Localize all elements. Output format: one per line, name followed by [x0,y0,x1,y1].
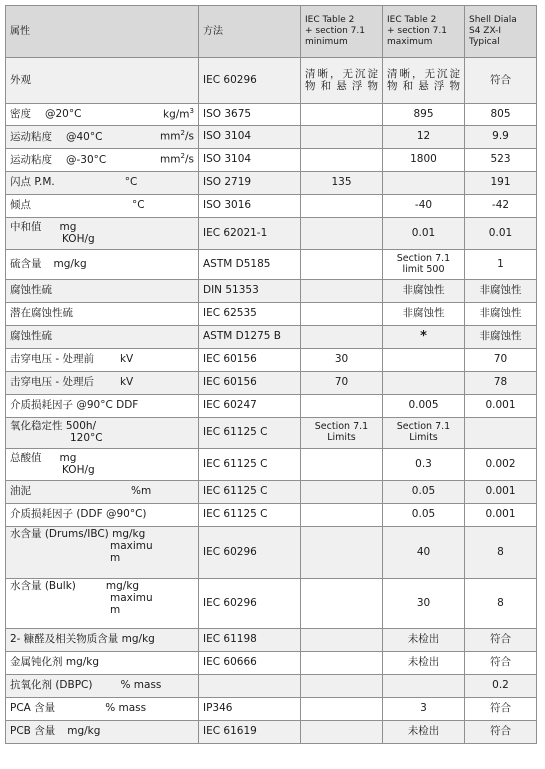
max-cell [383,675,465,698]
typical-cell: 8 [465,579,537,629]
method-cell: IP346 [199,698,301,721]
method-cell: IEC 61125 C [199,418,301,449]
max-cell: 清晰，无沉淀物和悬浮物 [383,58,465,104]
min-cell [301,652,383,675]
min-cell [301,104,383,126]
table-row [6,195,537,218]
typical-cell: 符合 [465,629,537,652]
table-row [6,303,537,326]
property-cell: 倾点 °C [6,195,199,218]
typical-cell: 70 [465,349,537,372]
min-cell: 70 [301,372,383,395]
property-cell: 氧化稳定性 500h/ 120°C [6,418,199,449]
min-cell [301,280,383,303]
table-row [6,372,537,395]
table-row [6,149,537,172]
max-cell: 12 [383,126,465,149]
method-cell: IEC 60296 [199,527,301,579]
min-cell [301,629,383,652]
method-cell: ASTM D1275 B [199,326,301,349]
property-cell: 运动粘度 @-30°C $mm^2/s$ [6,149,199,172]
typical-cell: 805 [465,104,537,126]
method-cell: ISO 2719 [199,172,301,195]
max-cell: 1800 [383,149,465,172]
header-method: 方法 [199,6,301,58]
max-cell: 未检出 [383,721,465,744]
max-cell: 0.005 [383,395,465,418]
table-row [6,349,537,372]
min-cell: Section 7.1 Limits [301,418,383,449]
property-cell: 潜在腐蚀性硫 [6,303,199,326]
typical-cell: -42 [465,195,537,218]
method-cell: IEC 61198 [199,629,301,652]
typical-cell: 0.002 [465,449,537,481]
table-row [6,58,537,104]
min-cell: 清晰，无沉淀物和悬浮物 [301,58,383,104]
table-row [6,418,537,449]
property-cell: 中和值 mg KOH/g [6,218,199,250]
property-cell: 腐蚀性硫 [6,326,199,349]
max-cell: 非腐蚀性 [383,303,465,326]
method-cell: ASTM D5185 [199,250,301,280]
typical-cell: 1 [465,250,537,280]
property-cell: 金属钝化剂 mg/kg [6,652,199,675]
method-cell: ISO 3016 [199,195,301,218]
table-row [6,721,537,744]
typical-cell: 非腐蚀性 [465,280,537,303]
table-header-row [6,6,537,58]
property-cell: 硫含量 mg/kg [6,250,199,280]
header-iec-min: IEC Table 2 + section 7.1 minimum [301,6,383,58]
min-cell [301,126,383,149]
table-row [6,698,537,721]
header-property: 属性 [6,6,199,58]
table-row [6,280,537,303]
max-cell: 30 [383,579,465,629]
min-cell [301,195,383,218]
typical-cell: 非腐蚀性 [465,326,537,349]
typical-cell: 0.001 [465,481,537,504]
method-cell: IEC 61125 C [199,481,301,504]
method-cell: IEC 62021-1 [199,218,301,250]
min-cell: 135 [301,172,383,195]
property-cell: 介质损耗因子 @90°C DDF [6,395,199,418]
typical-cell [465,418,537,449]
method-cell: ISO 3104 [199,126,301,149]
max-cell: 0.05 [383,504,465,527]
spec-table-container [5,5,541,744]
property-cell: PCA 含量 % mass [6,698,199,721]
table-row [6,527,537,579]
method-cell: IEC 60296 [199,579,301,629]
table-row [6,579,537,629]
method-cell: IEC 61619 [199,721,301,744]
min-cell [301,449,383,481]
property-cell: 2- 糠醛及相关物质含量 mg/kg [6,629,199,652]
min-cell [301,527,383,579]
typical-cell: 0.001 [465,395,537,418]
property-cell: 击穿电压 - 处理前 kV [6,349,199,372]
table-row [6,395,537,418]
max-cell [383,172,465,195]
min-cell [301,149,383,172]
method-cell: IEC 61125 C [199,449,301,481]
min-cell [301,326,383,349]
max-cell: 0.01 [383,218,465,250]
max-cell: 0.3 [383,449,465,481]
max-cell: 3 [383,698,465,721]
property-cell: 腐蚀性硫 [6,280,199,303]
table-row [6,504,537,527]
min-cell [301,481,383,504]
typical-cell: 191 [465,172,537,195]
typical-cell: 非腐蚀性 [465,303,537,326]
table-row [6,326,537,349]
table-row [6,652,537,675]
max-cell [383,372,465,395]
table-row [6,481,537,504]
min-cell [301,218,383,250]
property-cell: 击穿电压 - 处理后 kV [6,372,199,395]
max-cell: * [383,326,465,349]
property-cell: 介质损耗因子 (DDF @90°C) [6,504,199,527]
typical-cell: 8 [465,527,537,579]
typical-cell: 0.01 [465,218,537,250]
min-cell [301,303,383,326]
property-cell: 外观 [6,58,199,104]
typical-cell: 0.001 [465,504,537,527]
table-row [6,250,537,280]
typical-cell: 符合 [465,698,537,721]
method-cell: ISO 3104 [199,149,301,172]
method-cell: IEC 62535 [199,303,301,326]
max-cell: -40 [383,195,465,218]
max-cell: 895 [383,104,465,126]
property-cell: PCB 含量 mg/kg [6,721,199,744]
method-cell: IEC 60156 [199,349,301,372]
property-cell: 闪点 P.M. °C [6,172,199,195]
property-cell: 油泥 %m [6,481,199,504]
max-cell: 非腐蚀性 [383,280,465,303]
table-row [6,104,537,126]
spec-table [5,5,537,744]
method-cell: IEC 60666 [199,652,301,675]
method-cell: DIN 51353 [199,280,301,303]
min-cell [301,250,383,280]
table-row [6,126,537,149]
min-cell [301,579,383,629]
min-cell [301,395,383,418]
table-row [6,675,537,698]
min-cell: 30 [301,349,383,372]
method-cell: IEC 60156 [199,372,301,395]
method-cell: IEC 60296 [199,58,301,104]
min-cell [301,504,383,527]
min-cell [301,698,383,721]
min-cell [301,675,383,698]
typical-cell: 0.2 [465,675,537,698]
method-cell: ISO 3675 [199,104,301,126]
table-row [6,629,537,652]
method-cell: IEC 60247 [199,395,301,418]
table-row [6,172,537,195]
property-cell: 水含量 (Drums/IBC) mg/kg maximu m [6,527,199,579]
property-cell: 总酸值 mg KOH/g [6,449,199,481]
max-cell: Section 7.1 Limits [383,418,465,449]
property-cell: 抗氧化剂 (DBPC) % mass [6,675,199,698]
header-shell-typical: Shell Diala S4 ZX-I Typical [465,6,537,58]
max-cell: Section 7.1 limit 500 [383,250,465,280]
header-iec-max: IEC Table 2 + section 7.1 maximum [383,6,465,58]
typical-cell: 符合 [465,721,537,744]
typical-cell: 符合 [465,652,537,675]
method-cell: IEC 61125 C [199,504,301,527]
typical-cell: 78 [465,372,537,395]
typical-cell: 9.9 [465,126,537,149]
method-cell [199,675,301,698]
max-cell [383,349,465,372]
typical-cell: 符合 [465,58,537,104]
property-cell: 水含量 (Bulk) mg/kg maximu m [6,579,199,629]
table-row [6,218,537,250]
max-cell: 未检出 [383,652,465,675]
max-cell: 未检出 [383,629,465,652]
max-cell: 0.05 [383,481,465,504]
table-row [6,449,537,481]
typical-cell: 523 [465,149,537,172]
max-cell: 40 [383,527,465,579]
min-cell [301,721,383,744]
property-cell: 密度 @20°C $kg/m^3$ [6,104,199,126]
property-cell: 运动粘度 @40°C $mm^2/s$ [6,126,199,149]
